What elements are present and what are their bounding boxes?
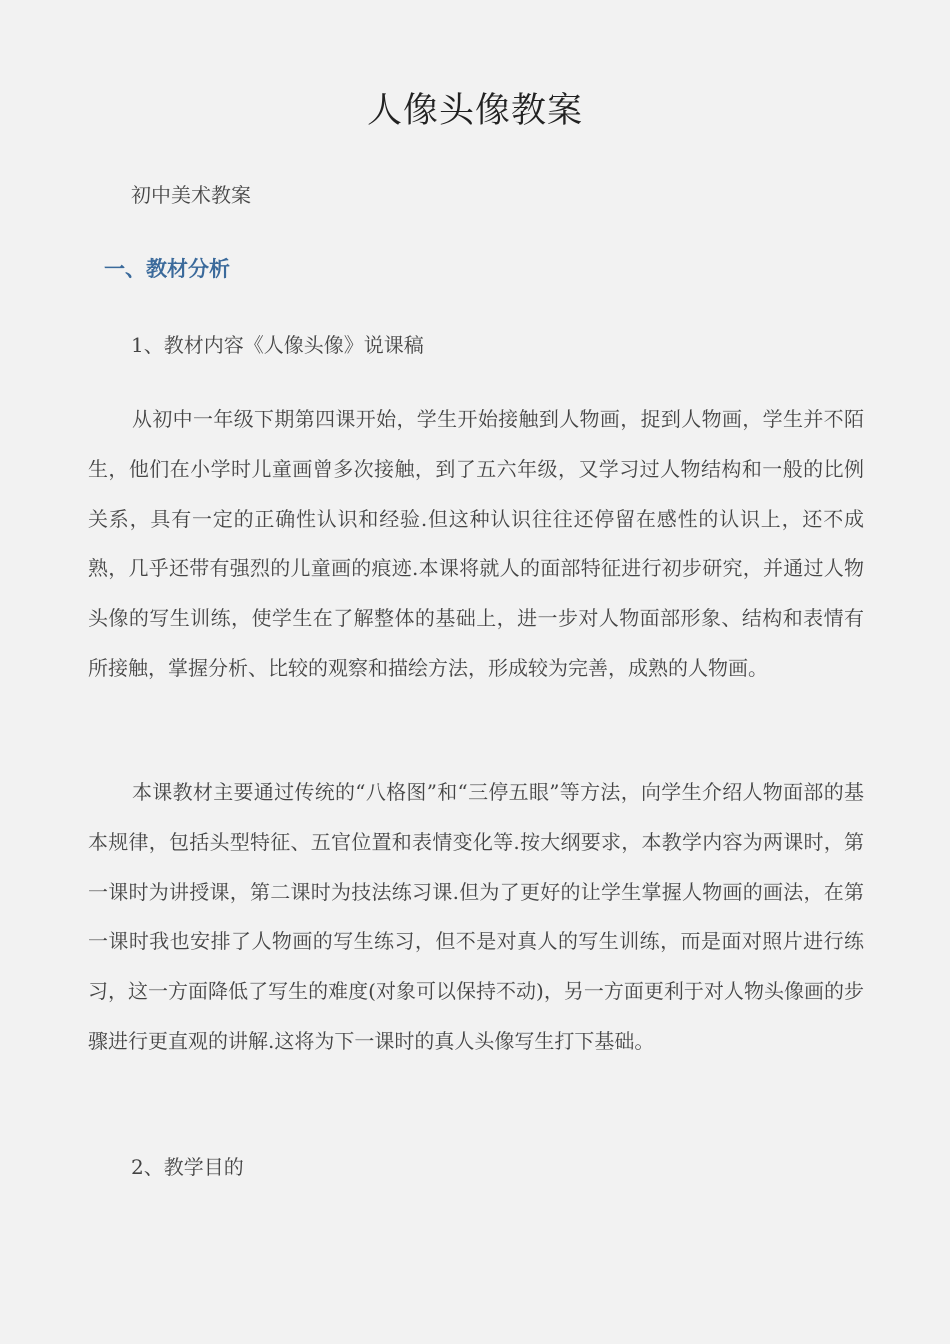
subheading-material-content: 1、教材内容《人像头像》说课稿 [131,333,424,357]
document-title: 人像头像教案 [366,91,583,131]
subheading-teaching-goals: 2、教学目的 [131,1155,244,1179]
paragraph-2: 本课教材主要通过传统的“八格图”和“三停五眼”等方法，向学生介绍人物面部的基本规律，包括头型特征、五官位置和表情变化等.按大纲要求，本教学内容为两课时，第一课时为讲授课，第二课时为技法练习课.但为了更好的让学生掌握人物画的画法，在第一课时我也安排了人物画的写生练习，但不是对真人的写生训练，而是面对照片进行练习，这一方面降低了写生的难度(对象可以保持不动)，另一方面更利于对人物头像画的步骤进行更直观的讲解.这将为下一课时的真人头像写生打下基础。 [88,780,864,1053]
paragraph-1: 从初中一年级下期第四课开始，学生开始接触到人物画，捉到人物画，学生并不陌生，他们在小学时儿童画曾多次接触，到了五六年级，又学习过人物结构和一般的比例关系，具有一定的正确性认识和经验.但这种认识往往还停留在感性的认识上，还不成熟，几乎还带有强烈的儿童画的痕迹.本课将就人的面部特征进行初步研究，并通过人物头像的写生训练，使学生在了解整体的基础上，进一步对人物面部形象、结构和表情有所接触，掌握分析、比较的观察和描绘方法，形成较为完善，成熟的人物画。 [88,407,864,680]
section-heading-material-analysis: 一、教材分析 [104,257,230,281]
document-subtitle: 初中美术教案 [131,183,251,207]
